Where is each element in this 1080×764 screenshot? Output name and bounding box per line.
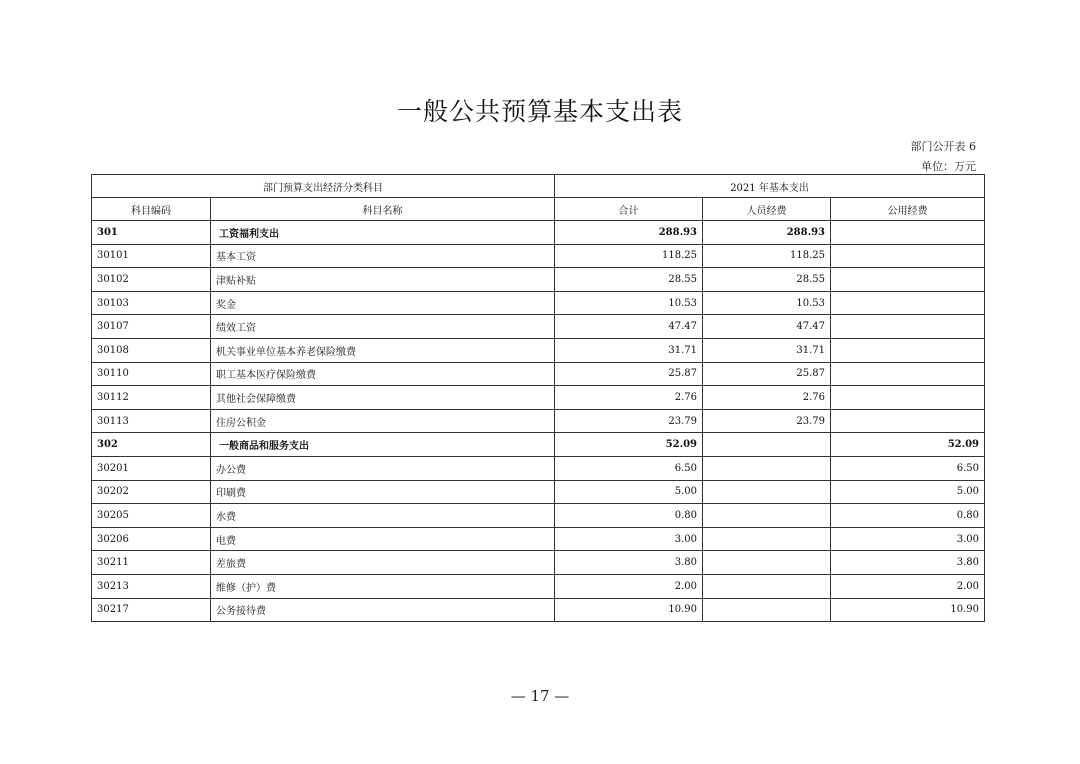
table-row [92, 338, 985, 362]
cell-total: 10.90 [555, 598, 703, 622]
table-row [92, 551, 985, 575]
budget-table-body [92, 221, 985, 622]
cell-public: 3.00 [831, 527, 985, 551]
cell-total: 52.09 [555, 433, 703, 457]
cell-public: 3.80 [831, 551, 985, 575]
cell-personnel [703, 433, 831, 457]
cell-public [831, 291, 985, 315]
table-row [92, 362, 985, 386]
category-group-header: 部门预算支出经济分类科目 [92, 175, 555, 198]
cell-name: 绩效工资 [211, 315, 555, 339]
form-label: 部门公开表 6 [910, 140, 976, 153]
cell-total: 288.93 [555, 221, 703, 245]
cell-name: 水费 [211, 504, 555, 528]
table-row [92, 268, 985, 292]
table-row [92, 480, 985, 504]
cell-public [831, 338, 985, 362]
cell-public [831, 409, 985, 433]
cell-code: 301 [92, 221, 211, 245]
cell-name: 差旅费 [211, 551, 555, 575]
table-row [92, 386, 985, 410]
cell-public: 5.00 [831, 480, 985, 504]
cell-personnel: 47.47 [703, 315, 831, 339]
cell-total: 6.50 [555, 456, 703, 480]
cell-name: 津贴补贴 [211, 268, 555, 292]
cell-code: 30113 [92, 409, 211, 433]
cell-public [831, 244, 985, 268]
cell-personnel: 288.93 [703, 221, 831, 245]
cell-total: 23.79 [555, 409, 703, 433]
table-row [92, 291, 985, 315]
cell-total: 47.47 [555, 315, 703, 339]
cell-code: 30201 [92, 456, 211, 480]
category-row [92, 221, 985, 245]
cell-name: 机关事业单位基本养老保险缴费 [211, 338, 555, 362]
cell-public [831, 386, 985, 410]
cell-public [831, 268, 985, 292]
cell-name: 住房公积金 [211, 409, 555, 433]
cell-personnel [703, 504, 831, 528]
cell-public [831, 362, 985, 386]
cell-personnel: 25.87 [703, 362, 831, 386]
cell-personnel: 2.76 [703, 386, 831, 410]
column-header-code: 科目编码 [92, 198, 211, 221]
table-row [92, 527, 985, 551]
expense-group-header: 2021 年基本支出 [555, 175, 985, 198]
header-column-row [92, 198, 985, 221]
cell-total: 28.55 [555, 268, 703, 292]
cell-total: 10.53 [555, 291, 703, 315]
cell-name: 办公费 [211, 456, 555, 480]
header-group-row [92, 175, 985, 198]
cell-personnel [703, 527, 831, 551]
column-header-personnel: 人员经费 [703, 198, 831, 221]
cell-public [831, 221, 985, 245]
cell-name: 一般商品和服务支出 [211, 433, 555, 457]
cell-total: 2.76 [555, 386, 703, 410]
cell-personnel [703, 574, 831, 598]
table-row [92, 244, 985, 268]
cell-code: 30206 [92, 527, 211, 551]
cell-name: 公务接待费 [211, 598, 555, 622]
category-row [92, 433, 985, 457]
cell-code: 30107 [92, 315, 211, 339]
budget-table [91, 174, 985, 622]
cell-code: 30101 [92, 244, 211, 268]
cell-code: 30102 [92, 268, 211, 292]
cell-total: 0.80 [555, 504, 703, 528]
cell-code: 302 [92, 433, 211, 457]
cell-public: 52.09 [831, 433, 985, 457]
cell-name: 印刷费 [211, 480, 555, 504]
cell-code: 30108 [92, 338, 211, 362]
cell-name: 电费 [211, 527, 555, 551]
cell-code: 30213 [92, 574, 211, 598]
cell-total: 2.00 [555, 574, 703, 598]
cell-public [831, 315, 985, 339]
cell-total: 3.80 [555, 551, 703, 575]
cell-personnel: 23.79 [703, 409, 831, 433]
page-number: — 17 — [510, 687, 570, 705]
table-row [92, 409, 985, 433]
cell-total: 3.00 [555, 527, 703, 551]
cell-total: 25.87 [555, 362, 703, 386]
cell-total: 5.00 [555, 480, 703, 504]
unit-label: 单位：万元 [921, 160, 976, 173]
table-row [92, 456, 985, 480]
cell-personnel: 118.25 [703, 244, 831, 268]
table-row [92, 574, 985, 598]
cell-name: 维修（护）费 [211, 574, 555, 598]
cell-code: 30217 [92, 598, 211, 622]
cell-name: 工资福利支出 [211, 221, 555, 245]
cell-personnel: 31.71 [703, 338, 831, 362]
cell-personnel [703, 551, 831, 575]
cell-name: 职工基本医疗保险缴费 [211, 362, 555, 386]
cell-code: 30112 [92, 386, 211, 410]
cell-personnel [703, 456, 831, 480]
column-header-name: 科目名称 [211, 198, 555, 221]
page-title: 一般公共预算基本支出表 [396, 97, 683, 126]
cell-code: 30110 [92, 362, 211, 386]
cell-personnel [703, 598, 831, 622]
column-header-total: 合计 [555, 198, 703, 221]
cell-personnel: 28.55 [703, 268, 831, 292]
cell-name: 其他社会保障缴费 [211, 386, 555, 410]
table-row [92, 598, 985, 622]
column-header-public: 公用经费 [831, 198, 985, 221]
table-row [92, 315, 985, 339]
cell-personnel: 10.53 [703, 291, 831, 315]
cell-public: 6.50 [831, 456, 985, 480]
cell-total: 31.71 [555, 338, 703, 362]
cell-personnel [703, 480, 831, 504]
cell-public: 10.90 [831, 598, 985, 622]
cell-code: 30202 [92, 480, 211, 504]
cell-public: 2.00 [831, 574, 985, 598]
cell-total: 118.25 [555, 244, 703, 268]
cell-public: 0.80 [831, 504, 985, 528]
table-row [92, 504, 985, 528]
cell-code: 30205 [92, 504, 211, 528]
cell-name: 基本工资 [211, 244, 555, 268]
cell-code: 30211 [92, 551, 211, 575]
cell-name: 奖金 [211, 291, 555, 315]
cell-code: 30103 [92, 291, 211, 315]
